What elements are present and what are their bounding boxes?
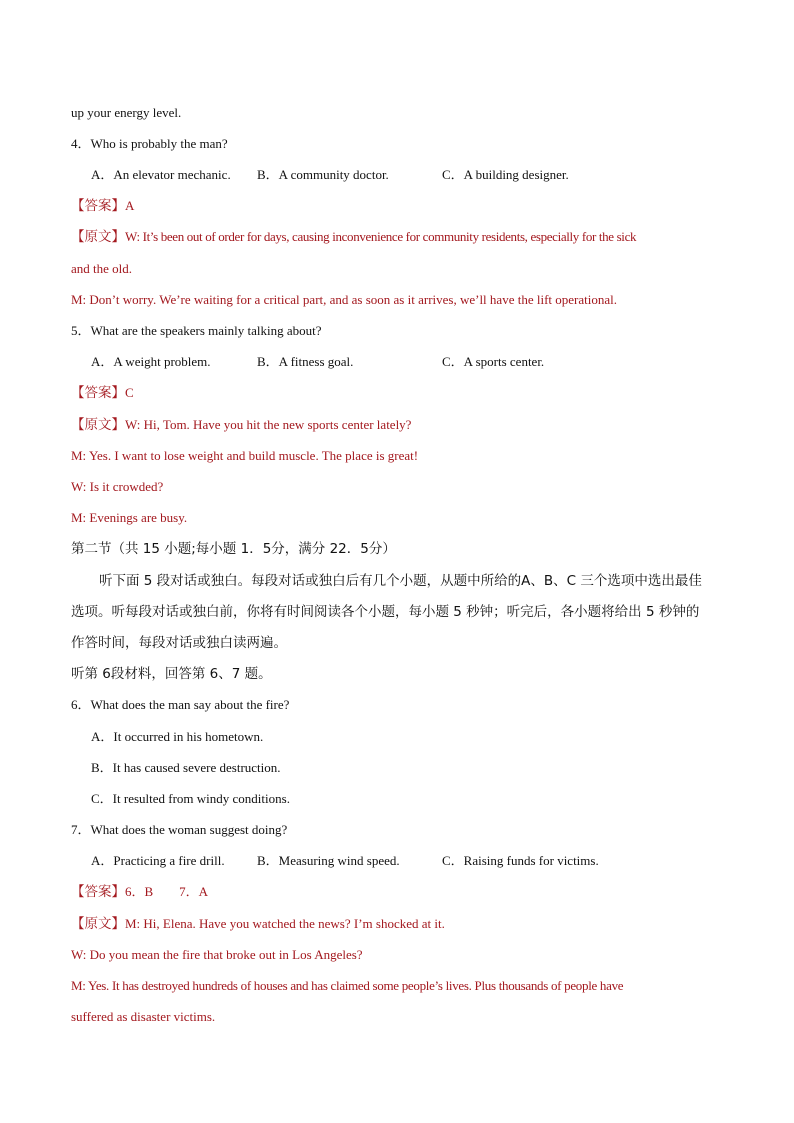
question-5-options xyxy=(91,354,544,370)
question-4: 4．Who is probably the man? xyxy=(71,136,228,151)
original-text-line: and the old. xyxy=(71,261,133,276)
answer-value: C xyxy=(125,385,134,400)
original-text-line: M: Evenings are busy. xyxy=(71,510,188,525)
option-b: B．A fitness goal. xyxy=(257,354,354,369)
original-text: W: Hi, Tom. Have you hit the new sports center lately? xyxy=(125,417,412,432)
instruction-line: 选项。听每段对话或独白前，你将有时间阅读各个小题，每小题 5 秒钟；听完后，各小题将给出 5 秒钟的 xyxy=(71,604,700,620)
answer-tag: 【答案】 xyxy=(71,198,125,214)
answer-value: 6．B 7．A xyxy=(125,884,209,899)
original-text: W: It’s been out of order for days, causing inconvenience for community residents, especially for the sick xyxy=(125,229,637,244)
question-6: 6．What does the man say about the fire? xyxy=(71,697,290,712)
listening-prompt: 听第 6段材料，回答第 6、7 题。 xyxy=(71,666,272,682)
instruction-line: 作答时间，每段对话或独白读两遍。 xyxy=(71,635,287,651)
option-c: C．Raising funds for victims. xyxy=(442,853,599,868)
original-text-line xyxy=(71,229,636,245)
original-text-line: W: Is it crowded? xyxy=(71,479,164,494)
original-text: M: Hi, Elena. Have you watched the news? I’m shocked at it. xyxy=(125,916,445,931)
option-a: A．An elevator mechanic. xyxy=(91,167,231,182)
option-c: C．A building designer. xyxy=(442,167,569,182)
answer-line xyxy=(71,385,134,401)
answer-line xyxy=(71,884,208,900)
answer-line xyxy=(71,198,134,214)
answer-tag: 【答案】 xyxy=(71,884,125,900)
original-text-line xyxy=(71,417,411,433)
section-heading: 第二节（共 15 小题;每小题 1．5分，满分 22．5分） xyxy=(71,541,396,557)
original-text-line: M: Yes. It has destroyed hundreds of houses and has claimed some people’s lives. Plus thousands of people have xyxy=(71,978,624,993)
original-text-line: suffered as disaster victims. xyxy=(71,1009,216,1024)
original-text-line: M: Don’t worry. We’re waiting for a critical part, and as soon as it arrives, we’ll have the lift operational. xyxy=(71,292,617,307)
question-5: 5．What are the speakers mainly talking about? xyxy=(71,323,322,338)
answer-value: A xyxy=(125,198,135,213)
original-tag: 【原文】 xyxy=(71,229,125,245)
answer-tag: 【答案】 xyxy=(71,385,125,401)
question-7-options xyxy=(91,853,599,869)
original-text-line: M: Yes. I want to lose weight and build muscle. The place is great! xyxy=(71,448,419,463)
option-a: A．Practicing a fire drill. xyxy=(91,853,225,868)
question-4-options xyxy=(91,167,569,183)
original-text-line xyxy=(71,916,445,932)
original-tag: 【原文】 xyxy=(71,417,125,433)
option-b: B．A community doctor. xyxy=(257,167,389,182)
option-a: A．It occurred in his hometown. xyxy=(91,729,264,744)
option-c: C．A sports center. xyxy=(442,354,545,369)
instruction-line: 听下面 5 段对话或独白。每段对话或独白后有几个小题，从题中所给的A、B、C 三个选项中选出最佳 xyxy=(99,573,702,589)
question-7: 7．What does the woman suggest doing? xyxy=(71,822,288,837)
original-text-line: W: Do you mean the fire that broke out in Los Angeles? xyxy=(71,947,363,962)
option-b: B．It has caused severe destruction. xyxy=(91,760,281,775)
option-a: A．A weight problem. xyxy=(91,354,211,369)
option-b: B．Measuring wind speed. xyxy=(257,853,400,868)
original-tag: 【原文】 xyxy=(71,916,125,932)
text-line: up your energy level. xyxy=(71,105,182,120)
option-c: C．It resulted from windy conditions. xyxy=(91,791,290,806)
